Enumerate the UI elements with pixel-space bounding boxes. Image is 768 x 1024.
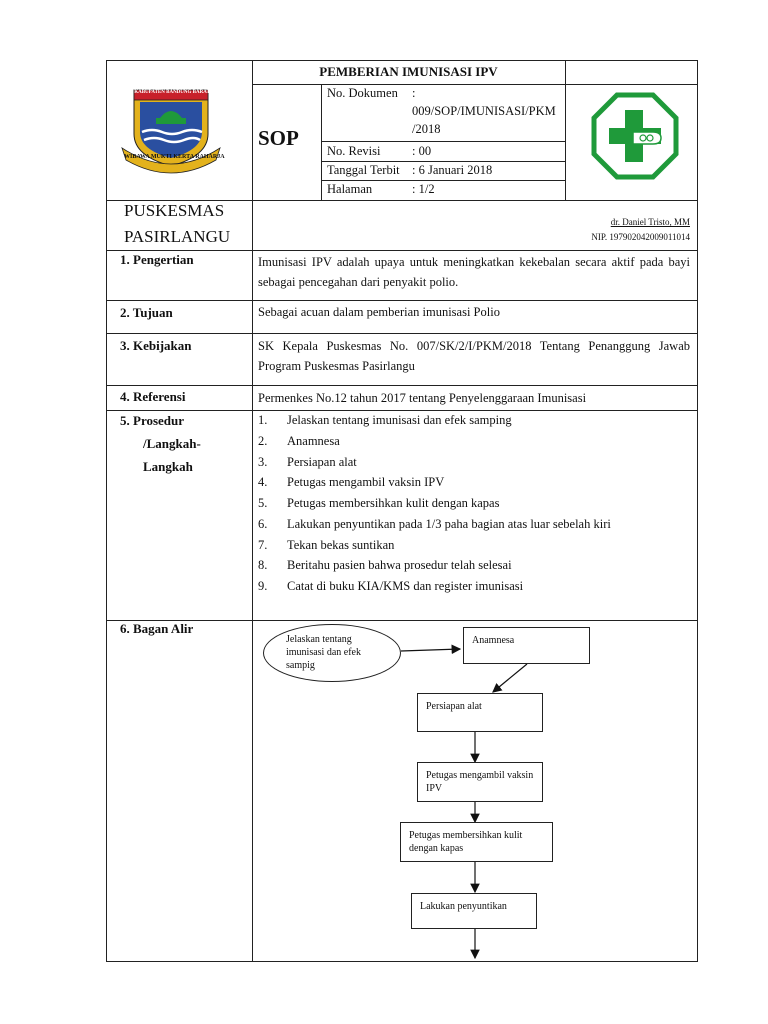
flow-node: Persiapan alat: [417, 693, 543, 732]
step-text: Beritahu pasien bahwa prosedur telah selesai: [287, 558, 512, 572]
field-label: Tanggal Terbit: [327, 163, 400, 177]
text-pengertian: Imunisasi IPV adalah upaya untuk meningkatkan kekebalan secara aktif pada bayi sebagai pencegahan dari penyakit polio.: [258, 255, 690, 289]
signer-name: dr. Daniel Tristo, MM: [610, 217, 690, 227]
step-text: Persiapan alat: [287, 455, 357, 469]
label-bagan-alir: 6. Bagan Alir: [120, 621, 194, 636]
logo-top-text: KABUPATEN BANDUNG BARAT: [134, 90, 210, 95]
flow-node-start: Jelaskan tentang imunisasi dan efek sampig: [263, 624, 401, 682]
step-text: Petugas membersihkan kulit dengan kapas: [287, 496, 500, 510]
label-pengertian: 1. Pengertian: [120, 252, 194, 267]
step-text: Anamnesa: [287, 434, 340, 448]
step-number: 6.: [258, 517, 268, 531]
step-text: Tekan bekas suntikan: [287, 538, 395, 552]
step-text: Jelaskan tentang imunisasi dan efek samping: [287, 413, 512, 427]
step-text: Catat di buku KIA/KMS dan register imunisasi: [287, 579, 524, 593]
flow-node: Lakukan penyuntikan: [411, 893, 537, 929]
step-text: Petugas mengambil vaksin IPV: [287, 475, 445, 489]
org-name-line2: PASIRLANGU: [124, 227, 231, 246]
org-name-line1: PUSKESMAS: [124, 201, 225, 220]
label-prosedur-l3: Langkah: [143, 459, 193, 474]
document-title: PEMBERIAN IMUNISASI IPV: [319, 64, 498, 79]
flow-node: Petugas membersihkan kulit dengan kapas: [400, 822, 553, 862]
sop-label: SOP: [258, 126, 299, 150]
field-value: :: [412, 86, 416, 100]
logo-ribbon-text: WIBAWA MUKTI KERTA RAHARJA: [124, 154, 225, 160]
label-kebijakan: 3. Kebijakan: [120, 338, 192, 353]
step-number: 4.: [258, 475, 268, 489]
label-tujuan: 2. Tujuan: [120, 305, 173, 320]
step-number: 3.: [258, 455, 268, 469]
field-value: : 00: [412, 144, 432, 158]
step-number: 8.: [258, 558, 268, 572]
step-number: 5.: [258, 496, 268, 510]
step-number: 2.: [258, 434, 268, 448]
signer-nip: NIP. 197902042009011014: [591, 232, 690, 242]
step-text: Lakukan penyuntikan pada 1/3 paha bagian atas luar sebelah kiri: [287, 517, 611, 531]
flow-node: Petugas mengambil vaksin IPV: [417, 762, 543, 802]
field-value: : 1/2: [412, 182, 435, 196]
text-referensi: Permenkes No.12 tahun 2017 tentang Penyelenggaraan Imunisasi: [258, 391, 587, 405]
flow-node: Anamnesa: [463, 627, 590, 664]
text-tujuan: Sebagai acuan dalam pemberian imunisasi Polio: [258, 305, 500, 319]
field-label: No. Revisi: [327, 144, 381, 158]
label-prosedur: 5. Prosedur: [120, 413, 185, 428]
document-number: 009/SOP/IMUNISASI/PKM: [412, 104, 556, 118]
field-label: Halaman: [327, 182, 373, 196]
document-number-suffix: /2018: [412, 122, 441, 136]
text-kebijakan: SK Kepala Puskesmas No. 007/SK/2/I/PKM/2018 Tentang Penanggung Jawab Program Puskesmas Pasirlangu: [258, 339, 690, 373]
step-number: 9.: [258, 579, 268, 593]
label-prosedur-l2: /Langkah-: [143, 436, 201, 451]
step-number: 1.: [258, 413, 268, 427]
step-number: 7.: [258, 538, 268, 552]
field-label: No. Dokumen: [327, 86, 398, 100]
label-referensi: 4. Referensi: [120, 389, 186, 404]
field-value: : 6 Januari 2018: [412, 163, 493, 177]
